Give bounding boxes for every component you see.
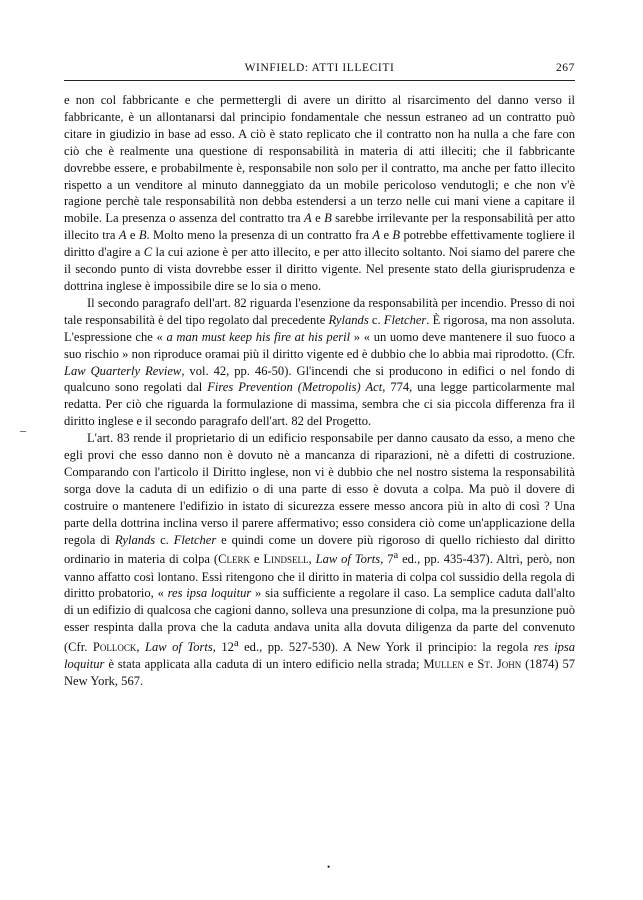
running-title: WINFIELD: ATTI ILLECITI [244,62,395,74]
header-rule [64,80,575,81]
paragraph-3: L'art. 83 rende il proprietario di un edificio responsabile per danno causato da esso, a meno che egli provi che esso danno non è dovuto nè a mancanza di riparazioni, nè a difetti di costruzione. Comparando con l'articolo il Diritto inglese, non vi è dubbio che nel nostro sistema la responsabilità sorga dove la caduta di un edifizio o di una parte di esso è dovuta a colpa. Ma può il dovere di costruire o mantenere l'edifizio in istato di sicurezza essere messo ancora più in alto di così ? Una parte della dottrina inclina verso il parere affermativo; esso considera ciò come un'applicazione della regola di Rylands c. Fletcher e quindi come un dovere più rigoroso di quello richiesto dal diritto ordinario in materia di colpa (Clerk e Lindsell, Law of Torts, 7$^a$ ed., pp. 435-437). Altri, però, non vanno affatto così lontano. Essi ritengono che il diritto in materia di colpa col sussidio della regola di diritto probatorio, « res ipsa loquitur » sia sufficiente a regolare il caso. La semplice caduta dall'alto di un edifizio di qualcosa che cagioni danno, solleva una presunzione di colpa, ma la presunzione può esser respinta dalla prova che la caduta andava unita alla dovuta diligenza da parte del convenuto (Cfr. Pollock, Law of Torts, 12$^a$ ed., pp. 527-530). A New York il principio: la regola res ipsa loquitur è stata applicata alla caduta di un intero edificio nella strada; Mullen e St. John (1874) 57 New York, 567. [64,431,576,689]
body-text [64,92,575,690]
running-head [64,62,575,78]
margin-mark: – [20,423,26,437]
footer-mark: • [327,862,331,872]
paragraph-2: Il secondo paragrafo dell'art. 82 riguarda l'esenzione da responsabilità per incendio. Presso di noi tale responsabilità è del tipo regolato dal precedente Rylands c. Fletcher. È rigorosa, ma non assoluta. L'espressione che « a man must keep his fire at his peril » « un uomo deve mantenere il suo fuoco a suo rischio » non riproduce oramai più il diritto vigente ed è dubbio che lo abbia mai riprodotto. (Cfr. Law Quarterly Review, vol. 42, pp. 46-50). Gl'incendi che si producono in edifici o nel fondo di qualcuno sono regolati dal Fires Prevention (Metropolis) Act, 774, una legge particolarmente mal redatta. Per ciò che riguarda la formulazione di massima, sembra che ci sia piccola differenza fra il diritto inglese e il secondo paragrafo dell'art. 82 del Progetto. [64,295,576,429]
paragraph-1: e non col fabbricante e che permettergli di avere un diritto al risarcimento del danno verso il fabbricante, è un allontanarsi dal principio fondamentale che nessun estraneo ad un contratto può citare in giudizio in base ad esso. A ciò è stato replicato che il contratto non ha nulla a che fare con ciò che è realmente una questione di responsabilità in materia di atti illeciti; che il fabbricante dovrebbe essere, e probabilmente è, responsabile non solo per il contratto, ma anche per fatto illecito rispetto a un venditore al minuto danneggiato da un mobile pericoloso vendutogli; e che non v'è ragione perchè tale responsabilità non debba estendersi a un terzo nelle cui mani viene a capitare il mobile. La presenza o assenza del contratto tra A e B sarebbe irrilevante per la responsabilità per atto illecito tra A e B. Molto meno la presenza di un contratto fra A e B potrebbe effettivamente togliere il diritto d'agire a C la cui azione è per atto illecito, e per atto illecito soltanto. Noi siamo del parere che il secondo punto di vista dovrebbe esser il diritto vigente. Nel presente stato della giurisprudenza e dottrina inglese è impossibile dire se lo sia o meno. [64,93,576,293]
page-number: 267 [555,62,575,74]
